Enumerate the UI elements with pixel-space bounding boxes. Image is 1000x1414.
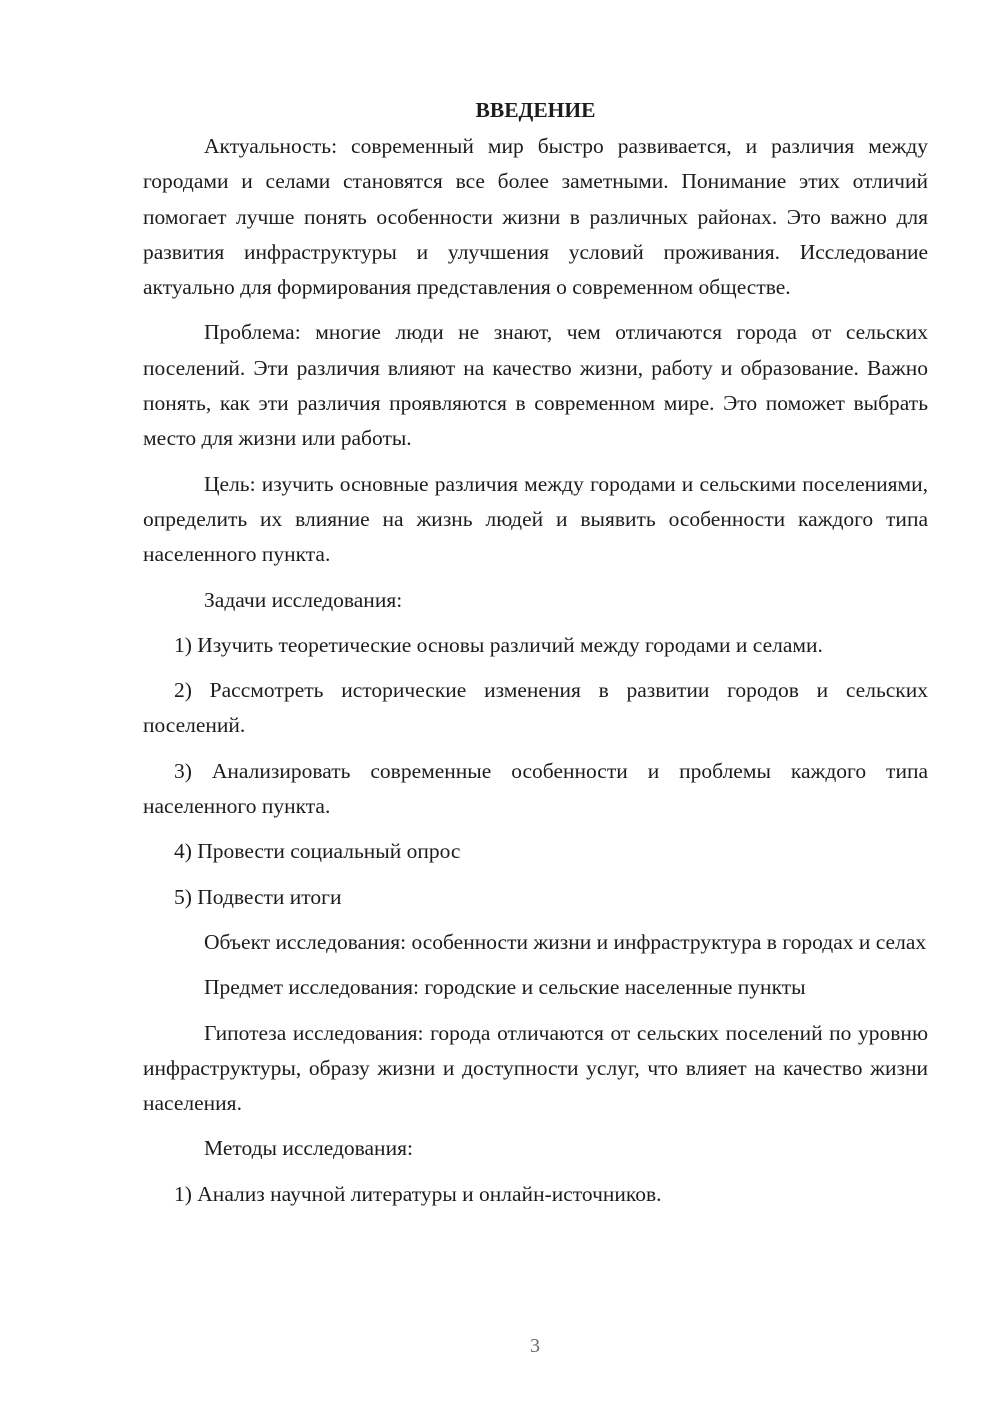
goal-paragraph: Цель: изучить основные различия между городами и сельскими поселениями, определить их влияние на жизнь людей и выявить особенности каждого типа населенного пункта. <box>143 471 928 567</box>
task-item-5: 5) Подвести итоги <box>174 884 342 909</box>
task-item-3: 3) Анализировать современные особенности и проблемы каждого типа населенного пункта. <box>143 758 928 819</box>
relevance-paragraph: Актуальность: современный мир быстро развивается, и различия между городами и селами становятся все более заметными. Понимание этих отличий помогает лучше понять особенности жизни в различных районах. Это важно для развития инфраструктуры и улучшения условий проживания. Исследование актуально для формирования представления о современном обществе. <box>143 134 928 300</box>
page-number: 3 <box>530 1335 540 1357</box>
hypothesis-paragraph: Гипотеза исследования: города отличаются от сельских поселений по уровню инфраструктуры, образу жизни и доступности услуг, что влияет на качество жизни населения. <box>143 1020 928 1116</box>
task-item-2: 2) Рассмотреть исторические изменения в развитии городов и сельских поселений. <box>143 678 928 738</box>
object-paragraph: Объект исследования: особенности жизни и инфраструктура в городах и селах <box>204 929 927 954</box>
task-item-1: 1) Изучить теоретические основы различий между городами и селами. <box>174 632 823 657</box>
document-page <box>143 93 928 1222</box>
section-title: ВВЕДЕНИЕ <box>475 98 596 122</box>
task-item-4: 4) Провести социальный опрос <box>174 839 461 864</box>
subject-paragraph: Предмет исследования: городские и сельские населенные пункты <box>204 975 806 1000</box>
method-item-1: 1) Анализ научной литературы и онлайн-источников. <box>174 1181 662 1206</box>
methods-heading: Методы исследования: <box>204 1136 413 1161</box>
tasks-heading: Задачи исследования: <box>204 587 403 612</box>
problem-paragraph: Проблема: многие люди не знают, чем отличаются города от сельских поселений. Эти различия влияют на качество жизни, работу и образование. Важно понять, как эти различия проявляются в современном мире. Это поможет выбрать место для жизни или работы. <box>143 320 928 451</box>
